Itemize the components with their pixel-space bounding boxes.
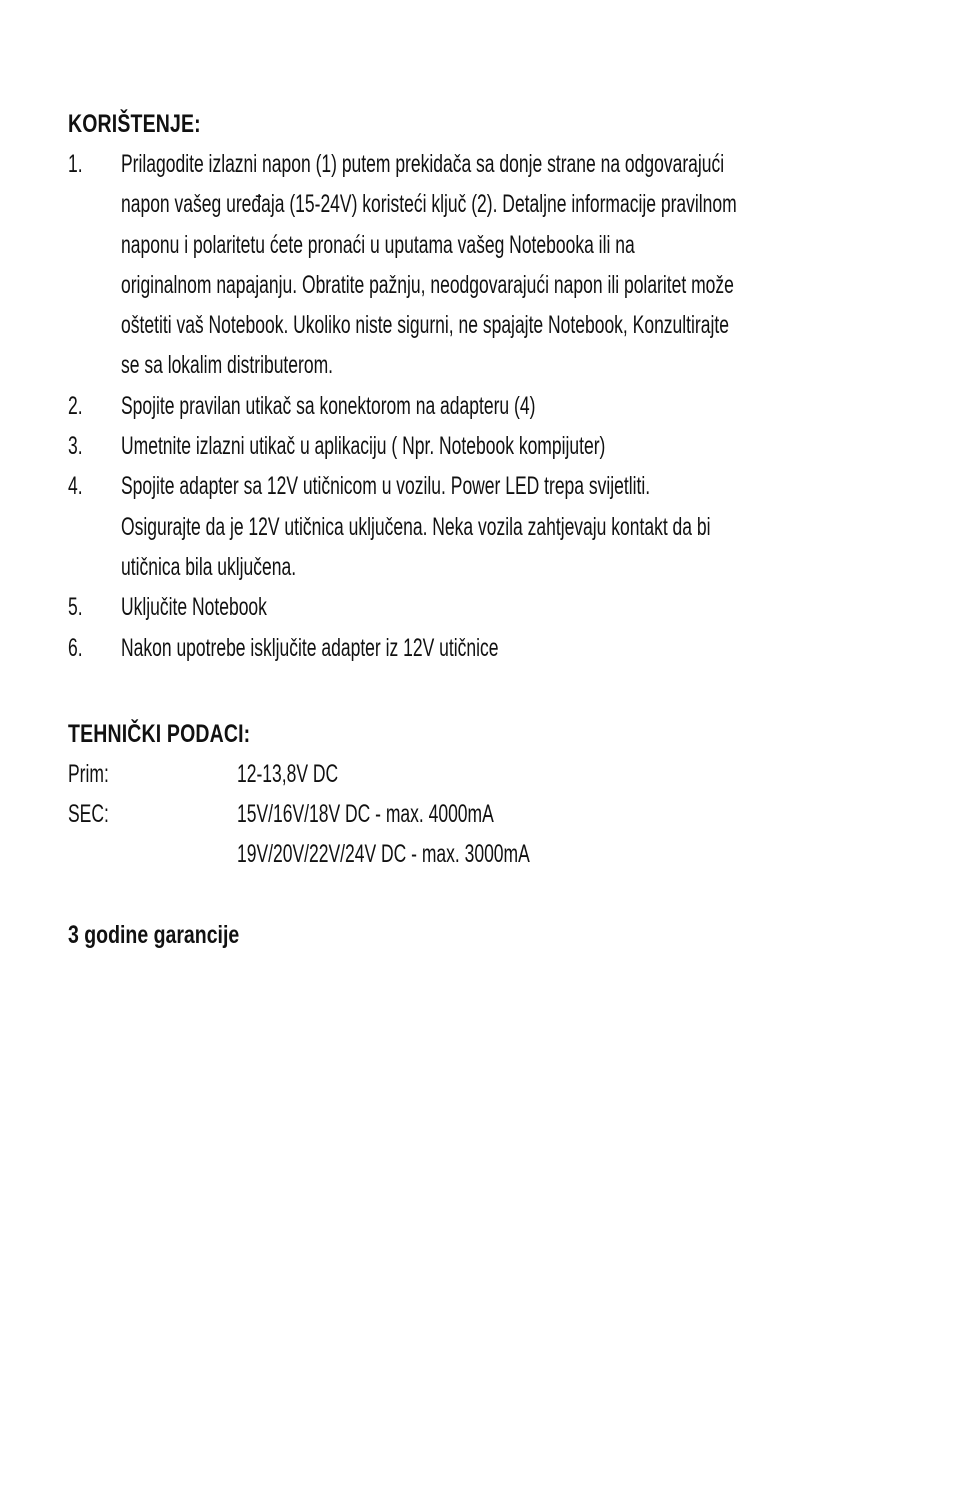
list-item [68, 386, 908, 426]
step-text-line: Umetnite izlazni utikač u aplikaciju ( Npr. Notebook kompijuter) [121, 432, 606, 461]
step-number: 1. [68, 150, 83, 178]
spec-label: SEC: [68, 800, 109, 829]
step-text-line: Nakon upotrebe isključite adapter iz 12V utičnice [121, 633, 499, 662]
step-text-line: Osigurajte da je 12V utičnica uključena. Neka vozila zahtjevaju kontakt da bi [121, 512, 711, 541]
list-item [68, 144, 908, 386]
warranty-note: 3 godine garancije [68, 920, 240, 949]
step-number: 2. [68, 391, 83, 420]
specs-heading: TEHNIČKI PODACI: [68, 719, 251, 748]
document-page [68, 104, 908, 955]
step-text-line: Spojite adapter sa 12V utičnicom u vozilu. Power LED trepa svijetliti. [121, 472, 651, 501]
usage-steps-list [68, 144, 908, 668]
list-item [68, 426, 908, 466]
spec-value: 19V/20V/22V/24V DC - max. 3000mA [237, 840, 530, 869]
spec-row [68, 834, 908, 874]
list-item [68, 587, 908, 627]
step-number: 4. [68, 472, 83, 501]
step-number: 6. [68, 633, 83, 662]
step-text-line: oštetiti vaš Notebook. Ukoliko niste sigurni, ne spajajte Notebook, Konzultirajte [121, 311, 729, 340]
step-text-line: Uključite Notebook [121, 593, 267, 622]
step-text-line: napon vašeg uređaja (15-24V) koristeći ključ (2). Detaljne informacije pravilnom [121, 190, 737, 219]
list-item [68, 466, 908, 587]
step-text-line: Spojite pravilan utikač sa konektorom na adapteru (4) [121, 391, 536, 420]
section-spacer [68, 668, 908, 714]
usage-heading: KORIŠTENJE: [68, 110, 201, 138]
step-text-line: naponu i polaritetu ćete pronaći u uputama vašeg Notebooka ili na [121, 230, 635, 259]
section-spacer [68, 875, 908, 915]
spec-row [68, 794, 908, 834]
step-text-line: se sa lokalim distributerom. [121, 351, 334, 380]
step-text-line: utičnica bila uključena. [121, 552, 297, 581]
step-number: 5. [68, 593, 83, 622]
spec-value: 15V/16V/18V DC - max. 4000mA [237, 800, 494, 829]
spec-value: 12-13,8V DC [237, 759, 339, 788]
spec-label: Prim: [68, 759, 109, 788]
spec-row [68, 754, 908, 794]
step-text-line: Prilagodite izlazni napon (1) putem prekidača sa donje strane na odgovarajući [121, 150, 725, 178]
step-text-line: originalnom napajanju. Obratite pažnju, neodgovarajući napon ili polaritet može [121, 270, 734, 299]
list-item [68, 628, 908, 668]
step-number: 3. [68, 432, 83, 461]
